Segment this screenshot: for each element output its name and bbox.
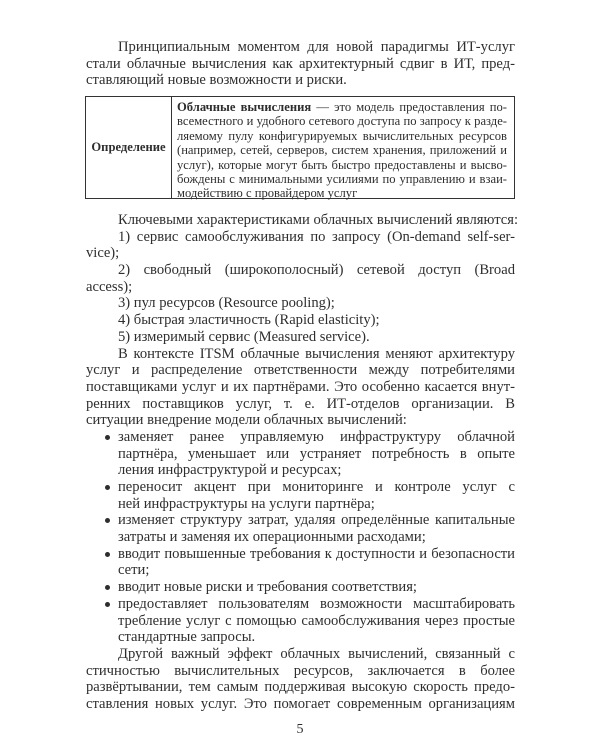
text-line-content: предоставляет пользователям возможности масштабировать — [118, 595, 515, 612]
text-line-content: затраты и заменяя их операционными расходами; — [118, 529, 426, 546]
text-line-content: изменяет структуру затрат, удаляя определённые капитальные — [118, 512, 515, 529]
bullet-icon — [105, 435, 110, 440]
text-line-content: 1) сервис самообслуживания по запросу (On-demand self-ser- — [118, 228, 515, 245]
text-line-content: access); — [86, 278, 133, 295]
text-line-content: Ключевыми характеристиками облачных вычислений являются: — [118, 212, 519, 228]
paragraph — [86, 329, 515, 346]
page-number: 5 — [296, 722, 304, 737]
text-line-content: ставления новых услуг. Это помогает современным организациям — [86, 695, 515, 712]
text-line — [86, 346, 515, 363]
text-line — [86, 529, 515, 546]
text-line-content: 5) измеримый сервис (Measured service). — [118, 328, 370, 345]
bullet-icon — [105, 552, 110, 557]
text-line: стали облачные вычисления как архитектурный сдвиг в ИТ, пред- — [86, 55, 515, 72]
definition-line-text: — это модель предоставления по- — [311, 100, 507, 114]
text-line — [86, 212, 519, 229]
bullet-icon — [105, 602, 110, 607]
text-line — [86, 245, 515, 262]
definition-line — [177, 100, 507, 114]
text-line-content: vice); — [86, 245, 120, 262]
text-line — [86, 512, 515, 529]
text-line — [86, 562, 515, 579]
definition-line: модействию с провайдером услуг — [177, 186, 358, 201]
text-line-content: 4) быстрая эластичность (Rapid elasticity); — [118, 312, 380, 329]
text-line-content: вводит повышенные требования к доступности и безопасности — [118, 545, 515, 562]
text-line — [86, 312, 515, 329]
text-line-content: сети; — [118, 562, 150, 579]
paragraph — [86, 229, 515, 262]
bullet-icon — [105, 518, 110, 523]
bullet-icon — [105, 485, 110, 490]
definition-line: услуг), которые могут быть быстро предоставлены и высво- — [177, 157, 507, 172]
body-text — [86, 212, 519, 713]
text-line-content: Другой важный эффект облачных вычислений, связанный с — [118, 645, 515, 662]
paragraph — [86, 312, 515, 329]
text-line — [86, 479, 515, 496]
definition-box — [85, 96, 515, 199]
text-line: Принципиальным моментом для новой парадигмы ИТ-услуг — [118, 39, 515, 55]
text-line-content: 3) пул ресурсов (Resource pooling); — [118, 295, 335, 312]
text-line-content: услуг и распределение ответственности между потребителями — [86, 362, 515, 379]
text-line-content: ления инфраструктурой и ресурсах; — [118, 462, 342, 479]
text-line — [86, 496, 515, 513]
definition-line: (например, сетей, серверов, систем хранения, приложений и — [177, 143, 507, 158]
text-line-content: поставщиками услуг и их партнёрами. Это особенно касается внут- — [86, 378, 515, 395]
bullet-item — [86, 596, 515, 646]
text-line-content: вводит новые риски и требования соответствия; — [118, 579, 417, 596]
bullet-item — [86, 512, 515, 545]
bullet-icon — [105, 585, 110, 590]
text-line — [86, 629, 515, 646]
definition-text — [172, 97, 514, 201]
text-line-content: ситуации внедрение модели облачных вычислений: — [86, 412, 407, 429]
text-line — [86, 579, 515, 596]
text-line — [86, 546, 515, 563]
paragraph — [86, 346, 515, 429]
text-line — [86, 462, 515, 479]
paragraph — [86, 295, 515, 312]
text-line-content: развёртывании, тем самым поддерживая высокую скорость предо- — [86, 679, 515, 696]
bullet-item — [86, 579, 515, 596]
bullet-item — [86, 479, 515, 512]
text-line-content: переносит акцент при мониторинге и контроле услуг с — [118, 479, 515, 495]
text-line — [86, 396, 515, 413]
bullet-item — [86, 546, 515, 579]
definition-label: Определение — [86, 97, 172, 198]
text-line-content: ренних поставщиков услуг, т. е. ИТ-отделов организации. В — [86, 395, 515, 412]
paragraph — [86, 646, 515, 713]
paragraph — [86, 262, 515, 295]
text-line — [86, 679, 515, 696]
text-line: ставляющий новые возможности и риски. — [86, 72, 347, 89]
intro-paragraph — [86, 39, 515, 89]
text-line — [86, 329, 515, 346]
text-line-content: 2) свободный (широкополосный) сетевой доступ (Broad — [118, 262, 515, 279]
text-line — [86, 262, 515, 279]
text-line-content: В контексте ITSM облачные вычисления меняют архитектуру — [118, 345, 515, 362]
text-line — [86, 446, 515, 463]
paragraph — [86, 212, 519, 229]
text-line-content: партнёра, уменьшает или устраняет потребность в опыте — [118, 445, 515, 462]
text-line — [86, 613, 515, 630]
definition-term: Облачные вычисления — [177, 100, 312, 114]
text-line — [86, 229, 515, 246]
text-line-content: ней инфраструктуры на услуги партнёра; — [118, 495, 375, 512]
text-line-content: стичностью вычислительных ресурсов, заключается в более — [86, 662, 515, 679]
text-line — [86, 295, 515, 312]
text-line-content: стандартные запросы. — [118, 629, 256, 646]
text-line-content: требление услуг с помощью самообслуживания через простые — [118, 612, 515, 629]
text-line — [86, 362, 515, 379]
definition-line: бождены с минимальными усилиями по управлению и взаи- — [177, 171, 507, 186]
text-line — [86, 379, 515, 396]
text-line — [86, 279, 515, 296]
text-line — [86, 663, 515, 680]
text-line-content: заменяет ранее управляемую инфраструктуру облачной — [118, 428, 515, 445]
text-line — [86, 646, 515, 663]
text-line — [86, 696, 515, 713]
text-line — [86, 412, 515, 429]
definition-line: всеместного и удобного сетевого доступа по запросу к разде- — [177, 114, 507, 129]
text-line — [86, 429, 515, 446]
definition-line: ляемому пулу конфигурируемых вычислительных ресурсов — [177, 128, 507, 143]
text-line — [86, 596, 515, 613]
bullet-item — [86, 429, 515, 479]
